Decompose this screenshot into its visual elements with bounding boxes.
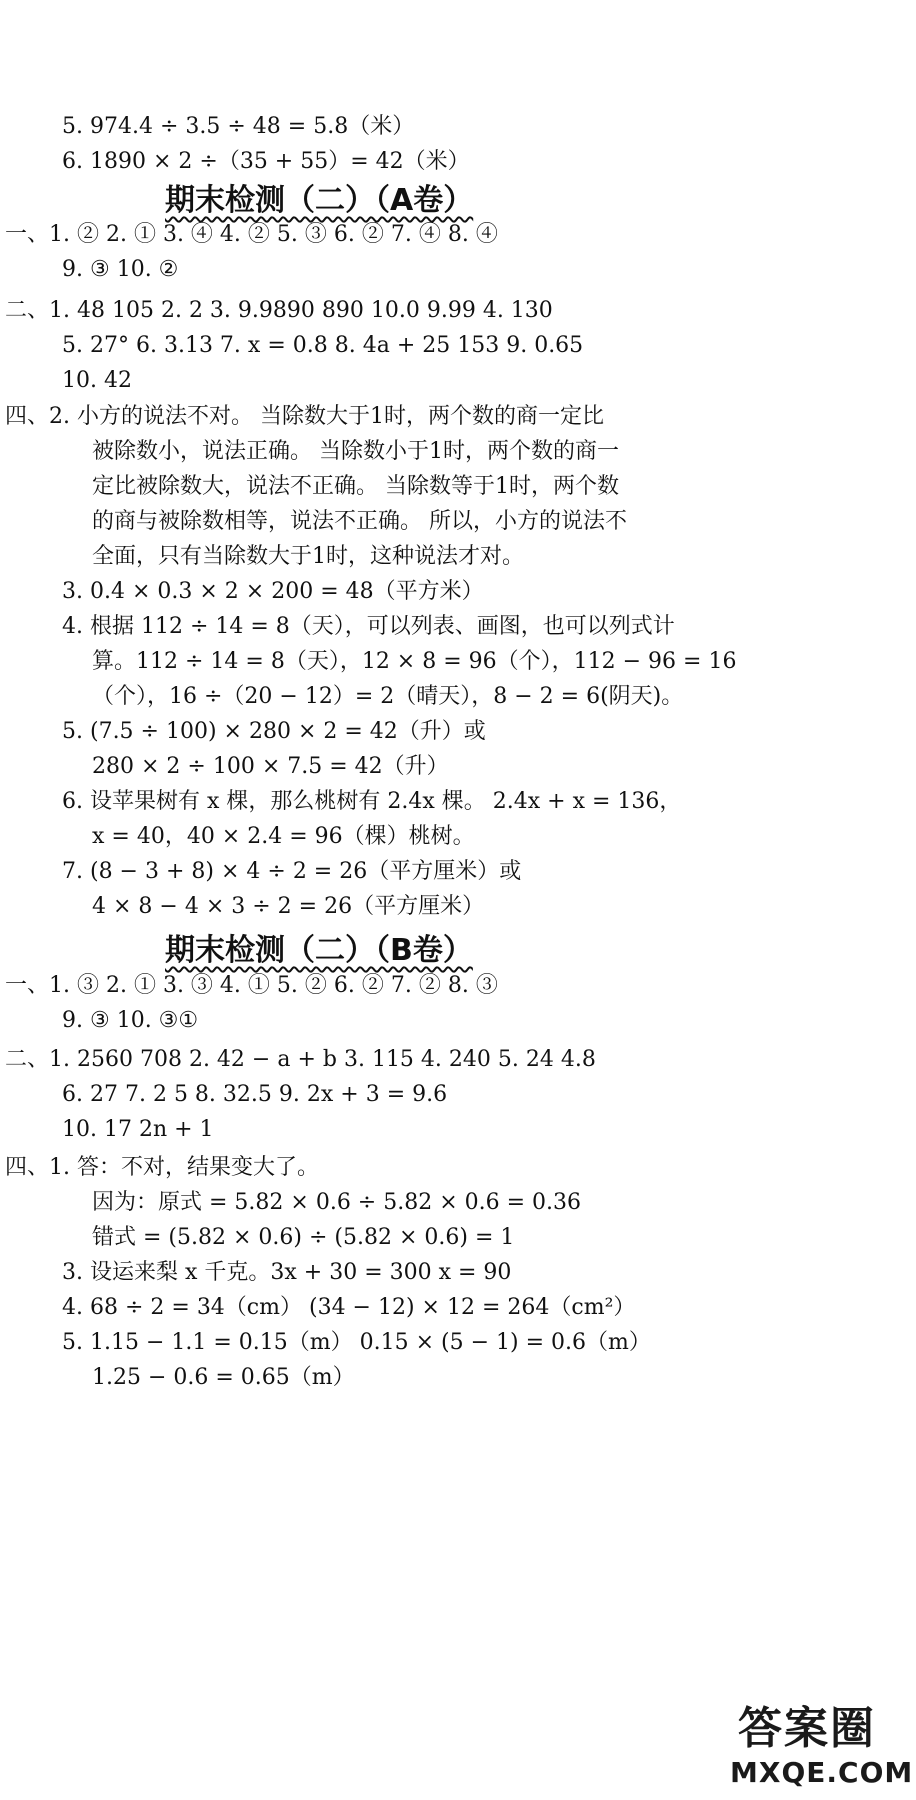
answer-line: 4 × 8 − 4 × 3 ÷ 2 = 26（平方厘米） [92,894,485,919]
answer-line: 错式 = (5.82 × 0.6) ÷ (5.82 × 0.6) = 1 [92,1225,515,1250]
answer-line: 被除数小，说法正确。 当除数小于1时，两个数的商一 [92,439,619,464]
answer-line: 10. 42 [62,368,132,393]
answer-line: 6. 1890 × 2 ÷（35 + 55）= 42（米） [62,149,470,174]
answer-line: 一、1. ③ 2. ① 3. ③ 4. ① 5. ② 6. ② 7. ② 8. ③ [5,973,498,998]
answer-line: 4. 68 ÷ 2 = 34（cm） (34 − 12) × 12 = 264（cm²） [62,1295,636,1320]
answer-line: 5. 1.15 − 1.1 = 0.15（m） 0.15 × (5 − 1) = 0.6（m） [62,1330,651,1355]
answer-line: 四、1. 答：不对，结果变大了。 [5,1155,319,1180]
answer-line: 二、1. 48 105 2. 2 3. 9.9890 890 10.0 9.99 4. 130 [5,298,553,323]
answer-line: 全面，只有当除数大于1时，这种说法才对。 [92,544,524,569]
answer-line: x = 40，40 × 2.4 = 96（棵）桃树。 [92,824,475,849]
answer-line: 3. 0.4 × 0.3 × 2 × 200 = 48（平方米） [62,579,484,604]
answer-line: 4. 根据 112 ÷ 14 = 8（天），可以列表、画图，也可以列式计 [62,614,675,639]
answer-line: 5. 27° 6. 3.13 7. x = 0.8 8. 4a + 25 153 9. 0.65 [62,333,584,358]
answer-line: 定比被除数大，说法不正确。 当除数等于1时，两个数 [92,474,619,499]
section-b-title: 期末检测（二）（B卷） [165,933,473,968]
answer-line: （个），16 ÷（20 − 12）= 2（晴天），8 − 2 = 6(阴天)。 [92,684,684,709]
answer-line: 的商与被除数相等，说法不正确。 所以，小方的说法不 [92,509,627,534]
answer-line: 6. 设苹果树有 x 棵，那么桃树有 2.4x 棵。 2.4x + x = 136， [62,789,682,814]
answer-line: 280 × 2 ÷ 100 × 7.5 = 42（升） [92,754,449,779]
watermark-logo-text: 答案圈 [738,1703,876,1754]
answer-line: 1.25 − 0.6 = 0.65（m） [92,1365,355,1390]
answer-line: 算。112 ÷ 14 = 8（天），12 × 8 = 96（个），112 − 96 = 16 [92,649,737,674]
answer-line: 5. 974.4 ÷ 3.5 ÷ 48 = 5.8（米） [62,114,415,139]
site-watermark-logo [730,1703,914,1795]
answer-line: 四、2. 小方的说法不对。 当除数大于1时，两个数的商一定比 [5,404,604,429]
section-a-title: 期末检测（二）（A卷） [165,183,474,218]
answer-line: 因为：原式 = 5.82 × 0.6 ÷ 5.82 × 0.6 = 0.36 [92,1190,582,1215]
answer-line: 一、1. ② 2. ① 3. ④ 4. ② 5. ③ 6. ② 7. ④ 8. ④ [5,222,498,247]
watermark-url: MXQE.COM [730,1756,914,1789]
answer-line: 3. 设运来梨 x 千克。3x + 30 = 300 x = 90 [62,1260,512,1285]
answer-line: 10. 17 2n + 1 [62,1117,214,1142]
answer-line: 5. (7.5 ÷ 100) × 280 × 2 = 42（升）或 [62,719,486,744]
answer-line: 7. (8 − 3 + 8) × 4 ÷ 2 = 26（平方厘米）或 [62,859,522,884]
answer-line: 6. 27 7. 2 5 8. 32.5 9. 2x + 3 = 9.6 [62,1082,448,1107]
answer-line: 二、1. 2560 708 2. 42 − a + b 3. 115 4. 240 5. 24 4.8 [5,1047,596,1072]
answer-line: 9. ③ 10. ② [62,257,179,282]
answer-line: 9. ③ 10. ③① [62,1008,199,1033]
